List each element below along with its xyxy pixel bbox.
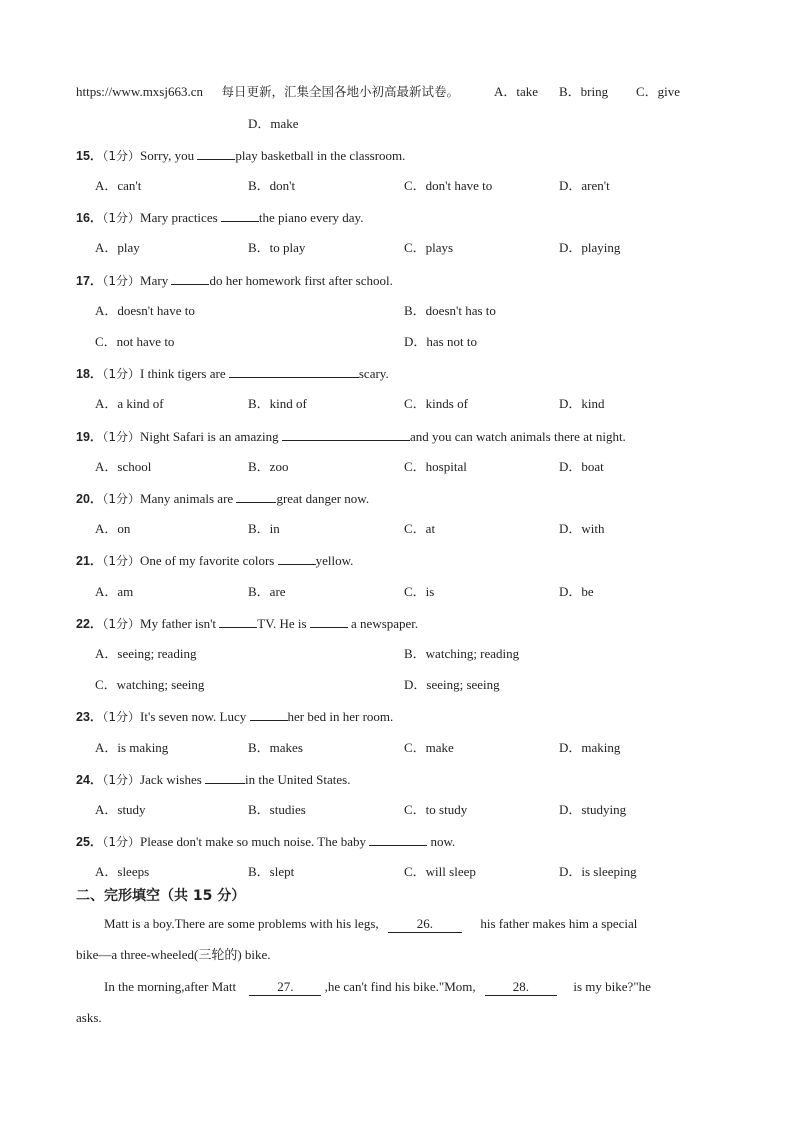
cloze-paragraph-1-line-2 <box>76 947 271 963</box>
question-text-end: play basketball in the classroom. <box>235 148 406 163</box>
header-slogan: 每日更新，汇集全国各地小初高最新试卷。 <box>221 84 460 99</box>
question-15 <box>76 147 405 164</box>
q21-option-b[interactable]: B．are <box>248 584 286 599</box>
q16-option-c[interactable]: C．plays <box>404 240 454 255</box>
answer-blank[interactable] <box>197 147 235 160</box>
q25-option-d[interactable]: D．is sleeping <box>559 864 637 879</box>
q14-option-d[interactable]: D．make <box>248 116 299 131</box>
question-text-end: a newspaper. <box>347 616 419 631</box>
q19-option-b[interactable]: B．zoo <box>248 459 289 474</box>
q19-option-c[interactable]: C．hospital <box>404 459 467 474</box>
question-text: Jack wishes <box>140 772 206 787</box>
question-score: （1分） <box>102 492 141 506</box>
cloze-text: asks. <box>76 1010 102 1025</box>
question-text: One of my favorite colors <box>140 553 278 568</box>
q21-option-c[interactable]: C．is <box>404 584 435 599</box>
question-18 <box>76 365 389 382</box>
question-number: 21． <box>76 554 103 568</box>
question-number: 15． <box>76 149 103 163</box>
question-21 <box>76 552 353 569</box>
question-text-end: her bed in her room. <box>287 709 394 724</box>
question-number: 22． <box>76 617 103 631</box>
q17-option-d[interactable]: D．has not to <box>404 334 477 349</box>
q22-option-c[interactable]: C．watching; seeing <box>95 677 205 692</box>
question-number: 17． <box>76 274 103 288</box>
q22-option-d[interactable]: D．seeing; seeing <box>404 677 500 692</box>
answer-blank[interactable] <box>229 365 359 378</box>
question-22 <box>76 615 418 632</box>
question-number: 20． <box>76 492 103 506</box>
q24-option-b[interactable]: B．studies <box>248 802 306 817</box>
answer-blank-1[interactable] <box>219 615 257 628</box>
q20-option-a[interactable]: A．on <box>95 521 131 536</box>
answer-blank[interactable] <box>278 552 316 565</box>
question-text-middle: TV. He is <box>257 616 310 631</box>
q21-option-d[interactable]: D．be <box>559 584 594 599</box>
question-text-end: and you can watch animals there at night. <box>409 429 626 444</box>
cloze-paragraph-1-line-1 <box>104 916 637 933</box>
cloze-blank-number: 27. <box>277 979 294 994</box>
q22-option-a[interactable]: A．seeing; reading <box>95 646 197 661</box>
q25-option-c[interactable]: C．will sleep <box>404 864 476 879</box>
question-19 <box>76 428 626 445</box>
q25-option-a[interactable]: A．sleeps <box>95 864 150 879</box>
question-text-end: great danger now. <box>276 491 370 506</box>
q18-option-b[interactable]: B．kind of <box>248 396 307 411</box>
question-number: 18． <box>76 367 103 381</box>
question-text-end: in the United States. <box>245 772 351 787</box>
question-text: My father isn't <box>140 616 220 631</box>
question-text: Night Safari is an amazing <box>140 429 282 444</box>
question-24 <box>76 771 350 788</box>
q24-option-d[interactable]: D．studying <box>559 802 627 817</box>
answer-blank[interactable] <box>205 771 245 784</box>
answer-blank[interactable] <box>282 428 410 441</box>
q16-option-a[interactable]: A．play <box>95 240 140 255</box>
q15-option-b[interactable]: B．don't <box>248 178 296 193</box>
cloze-text: Matt is a boy.There are some problems with his legs, <box>104 916 379 931</box>
answer-blank-2[interactable] <box>310 615 348 628</box>
question-number: 19． <box>76 430 103 444</box>
question-17 <box>76 272 393 289</box>
q17-option-b[interactable]: B．doesn't has to <box>404 303 496 318</box>
question-25 <box>76 833 455 850</box>
q25-option-b[interactable]: B．slept <box>248 864 295 879</box>
question-score: （1分） <box>102 274 141 288</box>
question-text-end: scary. <box>358 366 389 381</box>
question-score: （1分） <box>102 710 141 724</box>
cloze-blank-26[interactable] <box>388 916 462 933</box>
question-text: Mary <box>140 273 172 288</box>
q18-option-c[interactable]: C．kinds of <box>404 396 468 411</box>
q23-option-d[interactable]: D．making <box>559 740 621 755</box>
q23-option-a[interactable]: A．is making <box>95 740 169 755</box>
cloze-blank-28[interactable] <box>485 979 557 996</box>
answer-blank[interactable] <box>221 209 259 222</box>
question-text: Mary practices <box>140 210 221 225</box>
answer-blank[interactable] <box>236 490 276 503</box>
q17-option-c[interactable]: C．not have to <box>95 334 175 349</box>
q20-option-c[interactable]: C．at <box>404 521 436 536</box>
answer-blank[interactable] <box>171 272 209 285</box>
cloze-text: In the morning,after Matt <box>104 979 237 994</box>
question-score: （1分） <box>102 617 141 631</box>
q15-option-a[interactable]: A．can't <box>95 178 142 193</box>
question-number: 24． <box>76 773 103 787</box>
question-number: 23． <box>76 710 103 724</box>
cloze-paragraph-2-line-2 <box>76 1010 102 1026</box>
q19-option-d[interactable]: D．boat <box>559 459 604 474</box>
answer-blank[interactable] <box>369 833 427 846</box>
question-score: （1分） <box>102 835 141 849</box>
question-score: （1分） <box>102 554 141 568</box>
q16-option-d[interactable]: D．playing <box>559 240 621 255</box>
q17-option-a[interactable]: A．doesn't have to <box>95 303 195 318</box>
question-text: It's seven now. Lucy <box>140 709 250 724</box>
q19-option-a[interactable]: A．school <box>95 459 152 474</box>
cloze-text: is my bike?"he <box>573 979 651 994</box>
cloze-text: bike—a three-wheeled(三轮的) bike. <box>76 947 271 962</box>
question-score: （1分） <box>102 773 141 787</box>
question-16 <box>76 209 363 226</box>
question-23 <box>76 708 393 725</box>
q15-option-c[interactable]: C．don't have to <box>404 178 493 193</box>
question-number: 16． <box>76 211 103 225</box>
cloze-text: his father makes him a special <box>480 916 638 931</box>
question-score: （1分） <box>102 430 141 444</box>
question-score: （1分） <box>102 211 141 225</box>
question-text: Many animals are <box>140 491 237 506</box>
cloze-text: ,he can't find his bike."Mom, <box>324 979 476 994</box>
question-score: （1分） <box>102 367 141 381</box>
q23-option-b[interactable]: B．makes <box>248 740 303 755</box>
q15-option-d[interactable]: D．aren't <box>559 178 610 193</box>
question-20 <box>76 490 369 507</box>
header-line <box>76 84 459 100</box>
q18-option-a[interactable]: A．a kind of <box>95 396 164 411</box>
q22-option-b[interactable]: B．watching; reading <box>404 646 520 661</box>
q20-option-d[interactable]: D．with <box>559 521 605 536</box>
q24-option-a[interactable]: A．study <box>95 802 146 817</box>
section-heading: 二、完形填空（共 15 分） <box>76 888 246 904</box>
question-text-end: yellow. <box>315 553 354 568</box>
question-text: I think tigers are <box>140 366 229 381</box>
q18-option-d[interactable]: D．kind <box>559 396 605 411</box>
q14-option-a[interactable]: A．take <box>494 84 539 99</box>
question-text-end: do her homework first after school. <box>209 273 393 288</box>
answer-blank[interactable] <box>250 708 288 721</box>
q16-option-b[interactable]: B．to play <box>248 240 306 255</box>
q21-option-a[interactable]: A．am <box>95 584 134 599</box>
cloze-paragraph-2-line-1 <box>104 979 651 996</box>
question-text: Please don't make so much noise. The baby <box>140 834 370 849</box>
question-score: （1分） <box>102 149 141 163</box>
q14-option-c[interactable]: C．give <box>636 84 681 99</box>
cloze-blank-27[interactable] <box>249 979 321 996</box>
q14-option-b[interactable]: B．bring <box>559 84 609 99</box>
cloze-blank-number: 28. <box>512 979 530 994</box>
q24-option-c[interactable]: C．to study <box>404 802 468 817</box>
cloze-blank-number: 26. <box>416 916 433 931</box>
q23-option-c[interactable]: C．make <box>404 740 454 755</box>
question-text-end: the piano every day. <box>258 210 364 225</box>
question-number: 25． <box>76 835 103 849</box>
q20-option-b[interactable]: B．in <box>248 521 280 536</box>
question-text: Sorry, you <box>140 148 198 163</box>
question-text-end: now. <box>427 834 456 849</box>
header-url[interactable]: https://www.mxsj663.cn <box>76 84 203 99</box>
